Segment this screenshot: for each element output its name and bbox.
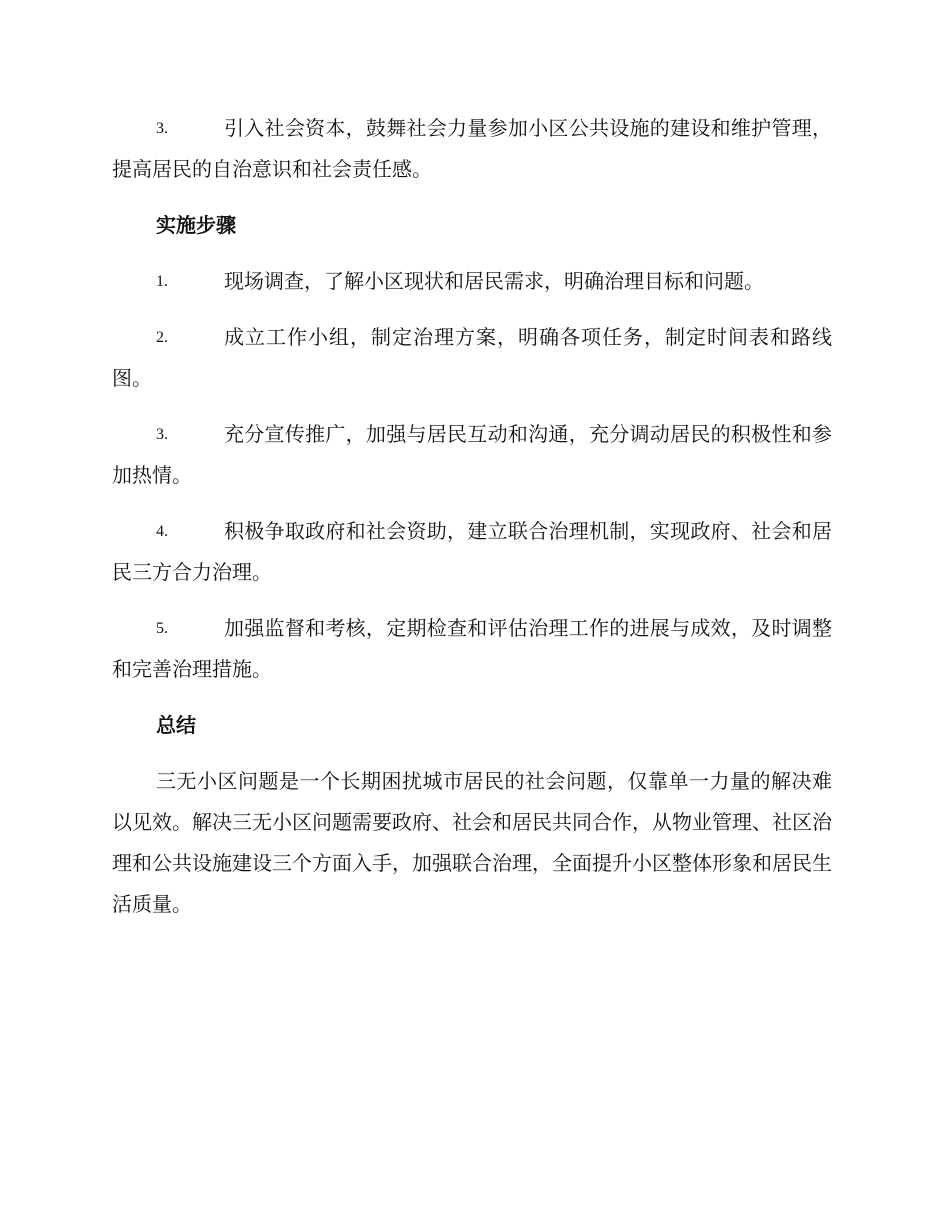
section-heading-steps: 实施步骤 [156,213,236,237]
list-item-text: 引入社会资本，鼓舞社会力量参加小区公共设施的建设和维护管理，提高居民的自治意识和社会责任感。 [112,116,832,181]
list-item [112,608,832,690]
list-item-text: 充分宣传推广，加强与居民互动和沟通，充分调动居民的积极性和参加热情。 [112,422,832,487]
document-page [112,108,832,940]
list-item-text: 加强监督和考核，定期检查和评估治理工作的进展与成效，及时调整和完善治理措施。 [112,616,832,681]
list-number: 3. [156,426,168,443]
list-number: 4. [156,523,168,540]
list-number: 1. [156,273,168,290]
list-item [112,317,832,399]
list-number: 3. [156,120,168,137]
list-item [112,511,832,593]
list-item-text: 积极争取政府和社会资助，建立联合治理机制，实现政府、社会和居民三方合力治理。 [112,519,832,584]
list-number: 2. [156,329,168,346]
section-heading-summary: 总结 [156,713,196,737]
list-number: 5. [156,620,168,637]
summary-paragraph: 三无小区问题是一个长期困扰城市居民的社会问题，仅靠单一力量的解决难以见效。解决三无小区问题需要政府、社会和居民共同合作，从物业管理、社区治理和公共设施建设三个方面入手，加强联合治理，全面提升小区整体形象和居民生活质量。 [112,769,832,916]
list-item [112,108,832,190]
list-item [112,261,832,302]
list-item [112,414,832,496]
list-item-text: 成立工作小组，制定治理方案，明确各项任务，制定时间表和路线图。 [112,325,832,390]
list-item-text: 现场调查，了解小区现状和居民需求，明确治理目标和问题。 [224,269,764,293]
